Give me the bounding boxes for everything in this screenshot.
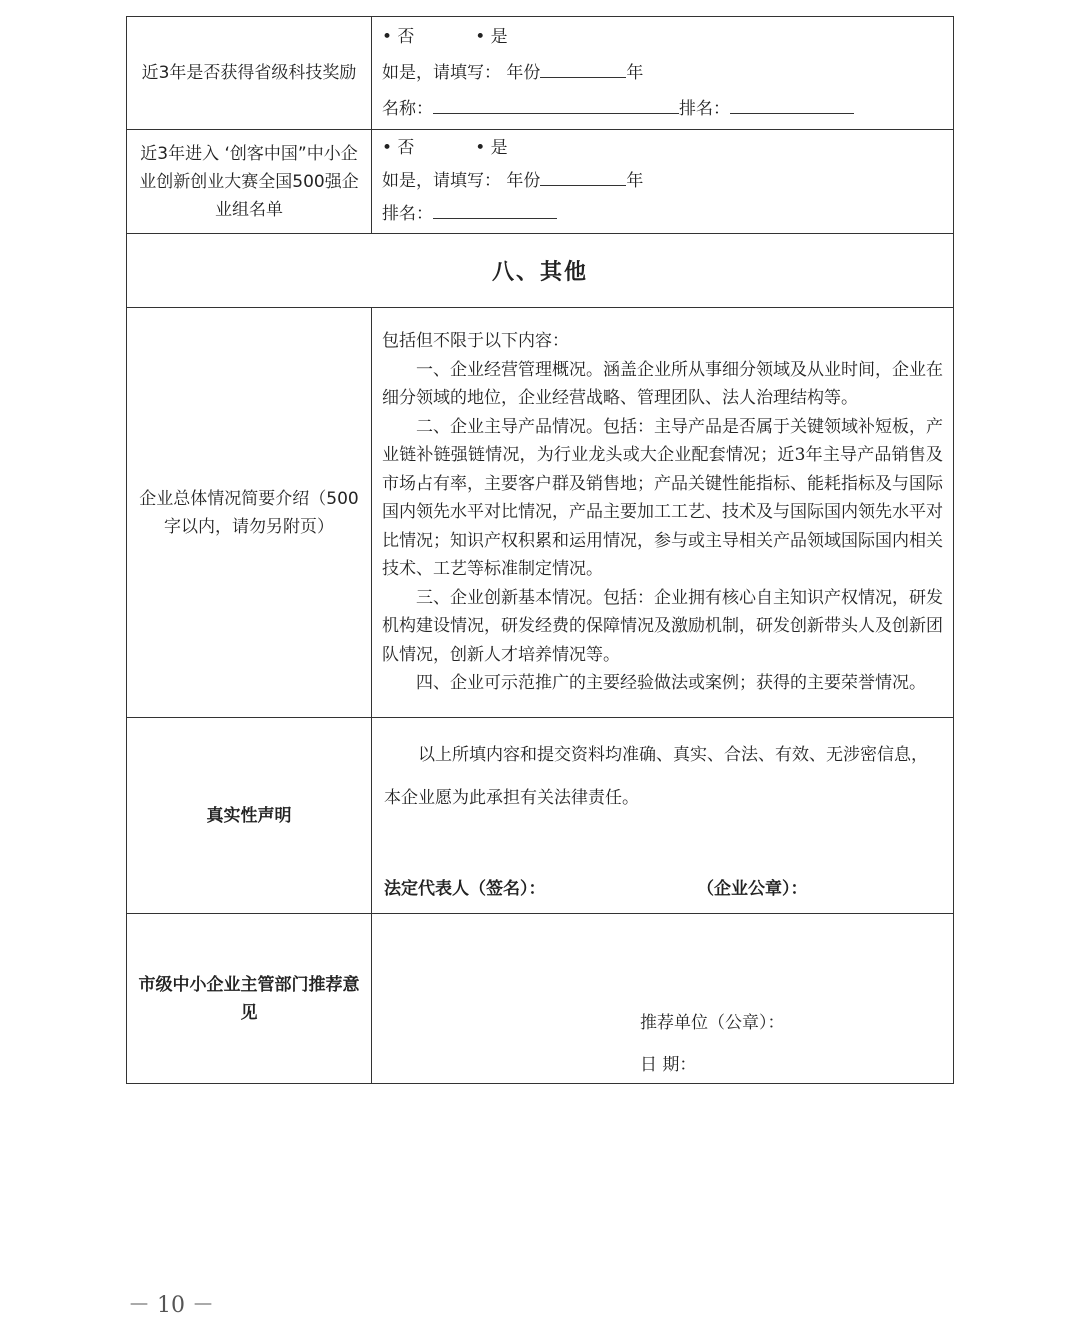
company-intro-content[interactable]	[372, 308, 954, 718]
provincial-award-label: 近3年是否获得省级科技奖励	[127, 17, 372, 130]
maker-china-year-suffix: 年	[626, 171, 644, 191]
maker-china-row	[127, 130, 954, 234]
maker-china-content	[372, 130, 954, 234]
company-intro-row	[127, 308, 954, 718]
provincial-award-content	[372, 17, 954, 130]
recommendation-content[interactable]	[372, 914, 954, 1084]
company-intro-label: 企业总体情况简要介绍（500字以内，请勿另附页）	[127, 308, 372, 718]
recommending-unit-seal: 推荐单位（公章）：	[640, 1013, 785, 1033]
provincial-award-rank-label: 排名：	[679, 99, 730, 119]
section-eight-row	[127, 234, 954, 308]
provincial-award-yes-option[interactable]: • 是	[475, 27, 508, 47]
company-seal[interactable]: （企业公章）：	[697, 879, 808, 899]
maker-china-yes-option[interactable]: • 是	[475, 138, 508, 158]
intro-paragraph-1: 一、企业经营管理概况。涵盖企业所从事细分领域及从业时间，企业在细分领域的地位，企业经营战略、管理团队、法人治理结构等。	[382, 359, 943, 409]
intro-paragraph-3: 三、企业创新基本情况。包括：企业拥有核心自主知识产权情况，研发机构建设情况，研发经费的保障情况及激励机制，研发创新带头人及创新团队情况，创新人才培养情况等。	[382, 587, 943, 665]
declaration-content	[372, 718, 954, 914]
maker-china-no-option[interactable]: • 否	[382, 138, 415, 158]
provincial-award-rank-field[interactable]	[730, 95, 854, 114]
declaration-row	[127, 718, 954, 914]
intro-lead: 包括但不限于以下内容：	[382, 331, 569, 352]
recommendation-date: 日 期：	[640, 1055, 697, 1075]
intro-paragraph-2: 二、企业主导产品情况。包括：主导产品是否属于关键领域补短板，产业链补链强链情况，为行业龙头或大企业配套情况；近3年主导产品销售及市场占有率，主要客户群及销售地；产品关键性能指标、能耗指标及与国际国内领先水平对比情况，产品主要加工工艺、技术及与国际国内领先水平对比情况；知识产权积累和运用情况，参与或主导相关产品领域国际国内相关技术、工艺等标准制定情况。	[382, 416, 943, 580]
legal-representative-signature[interactable]: 法定代表人（签名）：	[384, 879, 546, 899]
provincial-award-year-field[interactable]	[540, 59, 626, 78]
application-form-table	[126, 16, 954, 1084]
declaration-text: 以上所填内容和提交资料均准确、真实、合法、有效、无涉密信息，本企业愿为此承担有关法律责任。	[384, 745, 928, 808]
provincial-award-row	[127, 17, 954, 130]
declaration-label: 真实性声明	[127, 718, 372, 914]
maker-china-year-field[interactable]	[540, 167, 626, 186]
maker-china-rank-field[interactable]	[433, 200, 557, 219]
provincial-award-name-field[interactable]	[433, 95, 679, 114]
maker-china-fill-prefix: 如是，请填写： 年份	[382, 171, 541, 191]
section-title: 八、其他	[127, 234, 954, 308]
provincial-award-no-option[interactable]: • 否	[382, 27, 415, 47]
provincial-award-name-label: 名称：	[382, 99, 433, 119]
intro-paragraph-4: 四、企业可示范推广的主要经验做法或案例；获得的主要荣誉情况。	[416, 673, 926, 694]
provincial-award-fill-prefix: 如是，请填写： 年份	[382, 63, 541, 83]
maker-china-rank-label: 排名：	[382, 204, 433, 224]
recommendation-row	[127, 914, 954, 1084]
recommendation-label: 市级中小企业主管部门推荐意见	[127, 914, 372, 1084]
maker-china-label: 近3年进入 ‘创客中国”中小企业创新创业大赛全国500强企业组名单	[127, 130, 372, 234]
page-number: － 10 －	[128, 1293, 214, 1318]
provincial-award-year-suffix: 年	[626, 63, 644, 83]
